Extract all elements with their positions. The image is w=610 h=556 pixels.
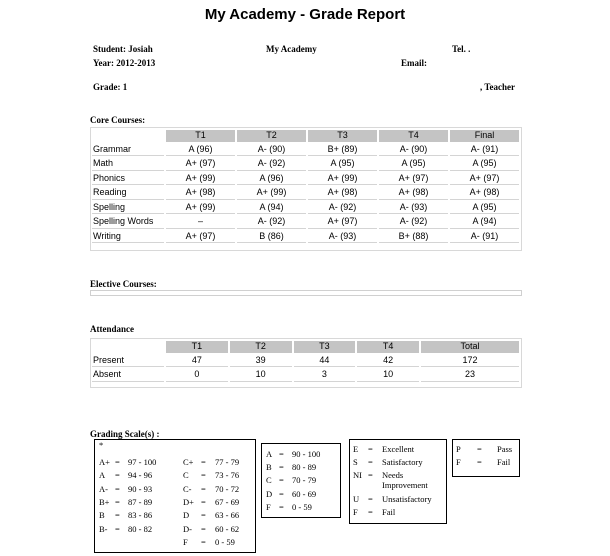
equals-sign: =	[368, 507, 373, 517]
core-courses-title: Core Courses:	[90, 115, 146, 125]
grade-cell: A- (93)	[379, 202, 448, 215]
student-label: Student: Josiah	[93, 44, 153, 54]
grade-cell: A (96)	[166, 144, 235, 157]
scale-range: 87 - 89	[128, 496, 153, 507]
equals-sign: =	[201, 457, 206, 467]
attendance-value: 23	[421, 369, 519, 382]
tel-label: Tel. .	[452, 44, 471, 54]
course-name: Spelling Words	[92, 216, 164, 229]
grade-cell: A (95)	[379, 158, 448, 171]
grade-label: Grade: 1	[93, 82, 128, 92]
scale-code: P	[456, 444, 461, 454]
grade-cell: –	[166, 216, 235, 229]
equals-sign: =	[368, 444, 373, 454]
grade-cell: A (95)	[450, 202, 519, 215]
grade-cell: A (95)	[308, 158, 377, 171]
equals-sign: =	[201, 470, 206, 481]
equals-sign: =	[279, 475, 284, 486]
grading-scale-title: Grading Scale(s) :	[90, 429, 160, 439]
grading-scale-box-letter	[261, 443, 341, 518]
scale-range: 80 - 89	[292, 462, 317, 473]
scale-meaning: Satisfactory	[382, 457, 423, 467]
equals-sign: =	[368, 457, 373, 467]
scale-grade: B-	[99, 523, 108, 534]
scale-grade: B+	[99, 496, 110, 507]
attendance-table	[90, 339, 521, 384]
scale-grade: D-	[183, 523, 192, 534]
grade-cell: A+ (98)	[166, 187, 235, 200]
attendance-value: 10	[357, 369, 419, 382]
scale-code: E	[353, 444, 359, 454]
grade-cell: A (95)	[450, 158, 519, 171]
grade-cell: A+ (99)	[166, 202, 235, 215]
grade-cell: A- (92)	[379, 216, 448, 229]
scale-code: NI	[353, 470, 362, 480]
scale-meaning: Fail	[497, 457, 511, 467]
scale-grade: C	[266, 475, 272, 486]
course-name: Writing	[92, 231, 164, 244]
scale-grade: B	[266, 462, 272, 473]
scale-marker: *	[99, 440, 104, 450]
column-header: T1	[166, 341, 228, 353]
scale-meaning: Excellent	[382, 444, 415, 454]
equals-sign: =	[201, 483, 206, 494]
header-blank-cell	[92, 341, 164, 353]
scale-range: 73 - 76	[215, 470, 240, 481]
grade-cell: A (96)	[237, 173, 306, 186]
attendance-label: Absent	[92, 369, 164, 382]
column-header: T2	[237, 130, 306, 142]
equals-sign: =	[279, 449, 284, 459]
table-row	[92, 158, 519, 171]
scale-range: 94 - 96	[128, 470, 153, 481]
grade-cell: A (94)	[450, 216, 519, 229]
grade-cell: A- (92)	[237, 158, 306, 171]
teacher-label: , Teacher	[480, 82, 515, 92]
equals-sign: =	[477, 457, 482, 467]
equals-sign: =	[201, 510, 206, 521]
equals-sign: =	[368, 494, 373, 504]
table-header-row	[92, 130, 519, 142]
scale-range: 63 - 66	[215, 510, 240, 521]
grade-cell: A- (90)	[379, 144, 448, 157]
email-label: Email:	[401, 58, 427, 68]
attendance-label: Present	[92, 355, 164, 368]
column-header: T4	[357, 341, 419, 353]
grade-cell: B+ (88)	[379, 231, 448, 244]
year-label: Year: 2012-2013	[93, 58, 156, 68]
grade-cell: A+ (98)	[450, 187, 519, 200]
scale-range: 90 - 100	[292, 449, 321, 459]
scale-grade: A+	[99, 457, 110, 467]
table-header-row	[92, 341, 519, 353]
equals-sign: =	[115, 483, 120, 494]
grade-cell: A+ (97)	[166, 231, 235, 244]
table-row	[92, 173, 519, 186]
grade-cell: A+ (98)	[379, 187, 448, 200]
scale-code: F	[353, 507, 358, 517]
grade-cell: A+ (97)	[450, 173, 519, 186]
equals-sign: =	[201, 523, 206, 534]
scale-range: 83 - 86	[128, 510, 153, 521]
course-name: Phonics	[92, 173, 164, 186]
scale-range: 70 - 79	[292, 475, 317, 486]
table-row	[92, 187, 519, 200]
grade-cell: A+ (99)	[166, 173, 235, 186]
equals-sign: =	[115, 510, 120, 521]
scale-range: 0 - 59	[215, 536, 235, 547]
scale-range: 90 - 93	[128, 483, 153, 494]
grade-cell: A- (92)	[237, 216, 306, 229]
equals-sign: =	[368, 470, 373, 480]
column-header: T3	[308, 130, 377, 142]
grade-cell: A+ (98)	[308, 187, 377, 200]
scale-grade: F	[266, 501, 271, 512]
column-header: Total	[421, 341, 519, 353]
header-blank-cell	[92, 130, 164, 142]
attendance-title: Attendance	[90, 324, 134, 334]
column-header: T1	[166, 130, 235, 142]
attendance-value: 3	[294, 369, 356, 382]
grade-cell: B+ (89)	[308, 144, 377, 157]
scale-meaning: Needs Improvement	[382, 470, 428, 490]
report-title: My Academy - Grade Report	[204, 6, 406, 23]
attendance-value: 0	[166, 369, 228, 382]
scale-grade: C+	[183, 457, 194, 467]
grading-scale-box-descriptive	[349, 439, 447, 524]
equals-sign: =	[115, 457, 120, 467]
scale-code: S	[353, 457, 358, 467]
scale-grade: B	[99, 510, 105, 521]
grade-cell: A- (91)	[450, 231, 519, 244]
attendance-value: 39	[230, 355, 292, 368]
attendance-value: 47	[166, 355, 228, 368]
equals-sign: =	[279, 488, 284, 499]
attendance-value: 42	[357, 355, 419, 368]
scale-range: 60 - 62	[215, 523, 240, 534]
column-header: T3	[294, 341, 356, 353]
attendance-value: 44	[294, 355, 356, 368]
scale-range: 67 - 69	[215, 496, 240, 507]
scale-grade: A	[99, 470, 106, 481]
course-name: Grammar	[92, 144, 164, 157]
scale-grade: F	[183, 536, 188, 547]
scale-grade: C-	[183, 483, 192, 494]
equals-sign: =	[279, 462, 284, 473]
attendance-value: 172	[421, 355, 519, 368]
elective-courses-table	[90, 290, 522, 296]
grade-cell: A+ (97)	[308, 216, 377, 229]
grade-cell: A- (91)	[450, 144, 519, 157]
equals-sign: =	[279, 501, 284, 512]
table-row	[92, 355, 519, 368]
scale-meaning: Unsatisfactory	[382, 494, 432, 504]
equals-sign: =	[477, 444, 482, 454]
scale-grade: D	[266, 488, 273, 499]
core-courses-table	[90, 128, 521, 245]
grade-cell: A+ (99)	[308, 173, 377, 186]
column-header: Final	[450, 130, 519, 142]
course-name: Reading	[92, 187, 164, 200]
scale-meaning: Pass	[497, 444, 513, 454]
table-row	[92, 144, 519, 157]
elective-courses-title: Elective Courses:	[90, 279, 157, 289]
scale-range: 0 - 59	[292, 501, 312, 512]
scale-grade: D+	[183, 496, 194, 507]
scale-range: 80 - 82	[128, 523, 153, 534]
attendance-value: 10	[230, 369, 292, 382]
course-name: Math	[92, 158, 164, 171]
grade-cell: A- (92)	[308, 202, 377, 215]
table-row	[92, 202, 519, 215]
table-row	[92, 231, 519, 244]
table-row	[92, 369, 519, 382]
equals-sign: =	[115, 496, 120, 507]
grading-scale-box-pass-fail	[452, 439, 520, 477]
grade-cell: A+ (99)	[237, 187, 306, 200]
scale-code: F	[456, 457, 461, 467]
scale-grade: A-	[99, 483, 108, 494]
grade-cell: A- (93)	[308, 231, 377, 244]
course-name: Spelling	[92, 202, 164, 215]
scale-range: 70 - 72	[215, 483, 240, 494]
scale-grade: C	[183, 470, 189, 481]
grade-cell: A- (90)	[237, 144, 306, 157]
grading-scale-box-letter-detailed	[94, 439, 256, 553]
school-name: My Academy	[266, 44, 317, 54]
scale-range: 60 - 69	[292, 488, 317, 499]
scale-range: 97 - 100	[128, 457, 157, 467]
grade-cell: A+ (97)	[166, 158, 235, 171]
column-header: T4	[379, 130, 448, 142]
grade-cell: B (86)	[237, 231, 306, 244]
equals-sign: =	[115, 470, 120, 481]
scale-grade: D	[183, 510, 190, 521]
equals-sign: =	[201, 496, 206, 507]
scale-code: U	[353, 494, 360, 504]
grade-cell: A+ (97)	[379, 173, 448, 186]
column-header: T2	[230, 341, 292, 353]
grade-cell: A (94)	[237, 202, 306, 215]
equals-sign: =	[115, 523, 120, 534]
table-row	[92, 216, 519, 229]
scale-meaning: Fail	[382, 507, 396, 517]
equals-sign: =	[201, 536, 206, 547]
scale-grade: A	[266, 449, 273, 459]
scale-range: 77 - 79	[215, 457, 240, 467]
